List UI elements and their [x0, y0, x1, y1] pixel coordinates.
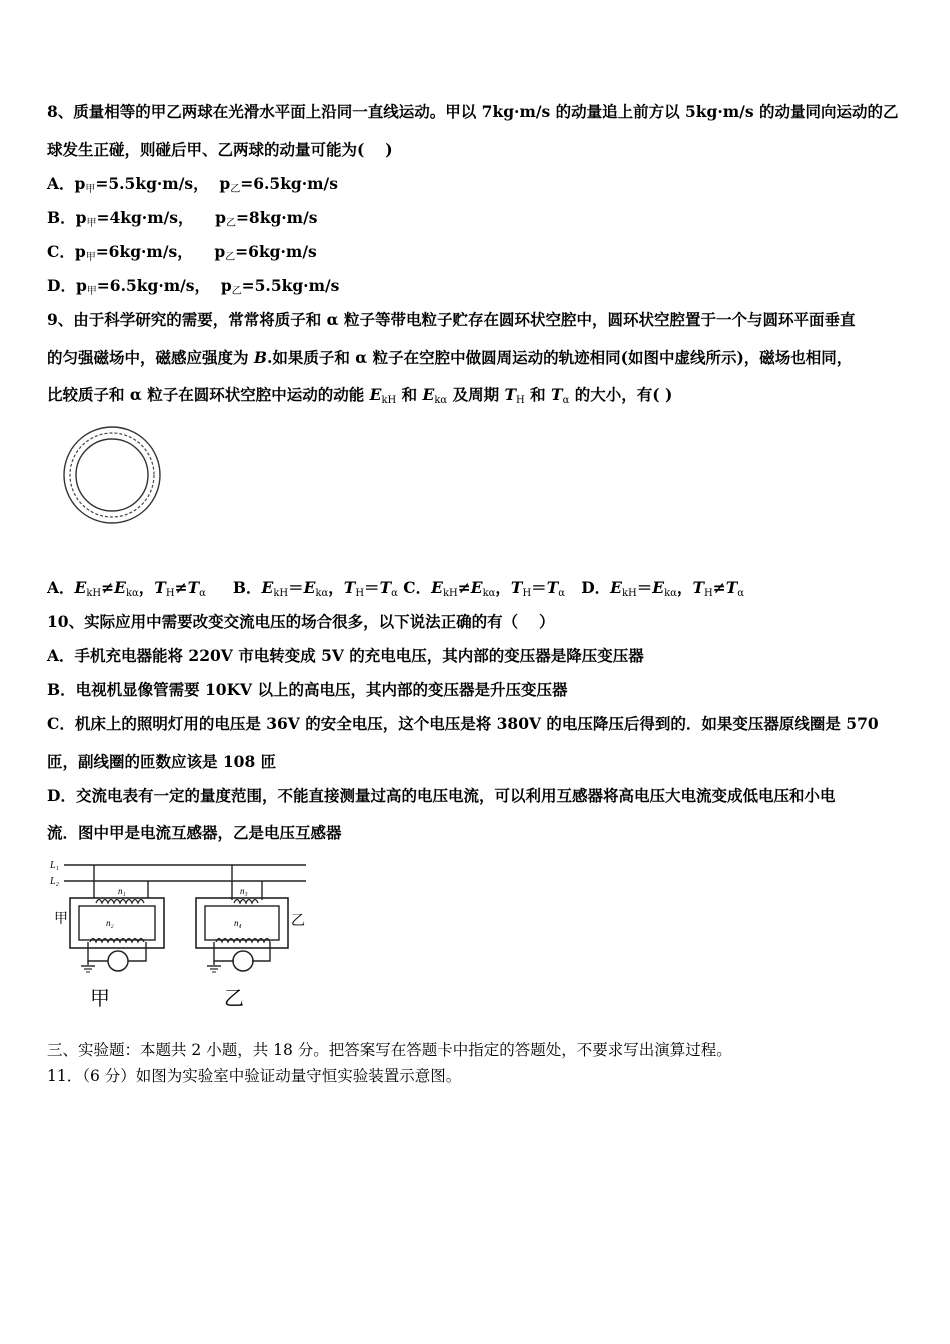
yi-meter [233, 951, 253, 971]
ring-cavity-figure [60, 424, 166, 526]
q8-option-c: C．$p_甲=6kg\cdot m/s$， $p_乙=6kg\cdot m/s$ [47, 242, 317, 263]
q9-option-a: A．$E_{kH}\ne E_{k\alpha}$，$T_H\ne T_\alpha$ [47, 578, 206, 599]
label-n2: n₂ [106, 918, 114, 928]
caption-jia: 甲 [90, 988, 110, 1010]
jia-core-inner [79, 906, 155, 940]
ring-dashed-orbit [70, 433, 154, 517]
q9-option-b: B．$E_{kH}=E_{k\alpha}$，$T_H=T_\alpha$ [232, 578, 398, 599]
q9-option-d: D．$E_{kH}=E_{k\alpha}$，$T_H\ne T_\alpha$ [581, 578, 745, 599]
ring-outer-circle [64, 427, 160, 523]
yi-primary-coil [234, 900, 258, 904]
label-yi-side: 乙 [291, 914, 305, 929]
q10-option-b: B．电视机显像管需要 10KV 以上的高电压，其内部的变压器是升压变压器 [47, 680, 568, 699]
label-l1: L₁ [50, 860, 60, 871]
ring-inner-circle [76, 439, 148, 511]
q8-line-1: 8、质量相等的甲乙两球在光滑水平面上沿同一直线运动。甲以 7kg·m/s 的动量追上前方以 5kg·m/s 的动量同向运动的乙 [47, 102, 899, 121]
q10-option-c-line-2: 匝，副线圈的匝数应该是 108 匝 [47, 752, 277, 771]
yi-secondary-circuit-right [252, 942, 270, 961]
label-n3: n₃ [240, 886, 248, 896]
q10-option-a: A．手机充电器能将 220V 市电转变成 5V 的充电电压，其内部的变压器是降压变压器 [47, 646, 644, 665]
q11-line-1: 11．（6 分）如图为实验室中验证动量守恒实验装置示意图。 [47, 1067, 462, 1085]
q10-option-d-line-1: D．交流电表有一定的量度范围，不能直接测量过高的电压电流，可以利用互感器将高电压大电流变成低电压和小电 [47, 786, 836, 805]
q8-line-2: 球发生正碰，则碰后甲、乙两球的动量可能为( ) [47, 140, 393, 159]
yi-core-inner [205, 906, 279, 940]
section-3-heading: 三、实验题：本题共 2 小题，共 18 分。把答案写在答题卡中指定的答题处，不要求写出演算过程。 [47, 1041, 732, 1059]
caption-yi: 乙 [224, 988, 244, 1010]
jia-primary-coil [96, 900, 144, 904]
label-n1: n₁ [118, 886, 126, 896]
yi-secondary-circuit [214, 942, 234, 961]
q9-option-c: C．$E_{kH}\ne E_{k\alpha}$，$T_H=T_\alpha$ [403, 578, 565, 599]
label-n4: n₄ [234, 918, 242, 928]
q9-line-2: 的匀强磁场中，磁感应强度为 B.如果质子和 α 粒子在空腔中做圆周运动的轨迹相同(如图中虚线所示)，磁场也相同， [47, 348, 853, 367]
jia-secondary-circuit-right [128, 942, 146, 961]
q9-line-3: 比较质子和 α 粒子在圆环状空腔中运动的动能 $E_{kH}$ 和 $E_{k\alpha}$ 及周期 $T_H$ 和 $T_\alpha$ 的大小，有( ) [47, 385, 673, 406]
q8-option-b: B．$p_甲=4kg\cdot m/s$， $p_乙=8kg\cdot m/s$ [47, 208, 318, 229]
label-l2: L₂ [50, 876, 60, 887]
q8-option-a: A．$p_甲=5.5kg\cdot m/s$， $p_乙=6.5kg\cdot m/s$ [47, 174, 338, 195]
q10-option-d-line-2: 流．图中甲是电流互感器，乙是电压互感器 [47, 823, 342, 842]
jia-secondary-circuit [88, 942, 108, 961]
q10-option-c-line-1: C．机床上的照明灯用的电压是 36V 的安全电压，这个电压是将 380V 的电压降压后得到的．如果变压器原线圈是 570 [47, 714, 879, 733]
transformer-figure [48, 853, 310, 1015]
q10-line-1: 10、实际应用中需要改变交流电压的场合很多，以下说法正确的有（ ） [47, 612, 555, 631]
q8-option-d: D．$p_甲=6.5kg\cdot m/s$， $p_乙=5.5kg\cdot m/s$ [47, 276, 340, 297]
label-jia-side: 甲 [54, 912, 68, 927]
jia-meter [108, 951, 128, 971]
q9-line-1: 9、由于科学研究的需要，常常将质子和 α 粒子等带电粒子贮存在圆环状空腔中，圆环状空腔置于一个与圆环平面垂直 [47, 310, 856, 329]
q9-options-row [47, 577, 905, 605]
